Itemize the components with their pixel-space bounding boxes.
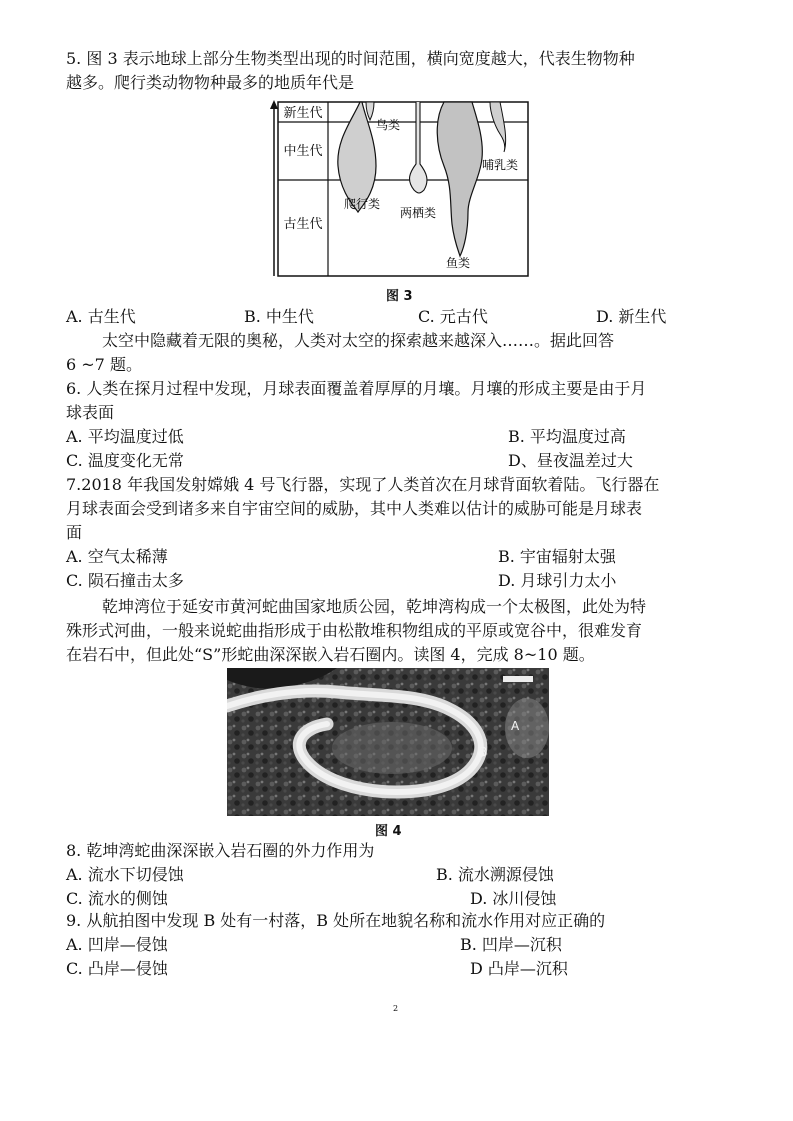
label-reptiles: 爬行类	[343, 197, 381, 211]
era-label-paleozoic: 古生代	[283, 217, 323, 232]
q6-option-c[interactable]: C. 温度变化无常	[66, 451, 184, 470]
q9-option-a[interactable]: A. 凹岸—侵蚀	[66, 935, 168, 954]
figure-4-caption: 图 4	[375, 824, 402, 839]
figure-4-aerial-photo	[227, 668, 549, 816]
figure-3-diagram	[268, 100, 530, 278]
q7-option-a[interactable]: A. 空气太稀薄	[66, 547, 168, 566]
intro-6-7-line1: 太空中隐藏着无限的奥秘，人类对太空的探索越来越深入……。据此回答	[102, 331, 615, 350]
q5-option-c[interactable]: C. 元古代	[418, 307, 488, 326]
q7-stem-line1: 7.2018 年我国发射嫦娥 4 号飞行器，实现了人类首次在月球背面软着陆。飞行器在	[66, 475, 660, 494]
intro-8-10-line1: 乾坤湾位于延安市黄河蛇曲国家地质公园，乾坤湾构成一个太极图，此处为特	[102, 597, 647, 616]
figure-3-caption: 图 3	[386, 289, 413, 304]
q5-option-b[interactable]: B. 中生代	[244, 307, 314, 326]
q8-option-b[interactable]: B. 流水溯源侵蚀	[436, 865, 554, 884]
q6-option-d[interactable]: D、昼夜温差过大	[508, 451, 633, 470]
q7-stem-line3: 面	[66, 523, 83, 542]
bird-range-shape	[366, 102, 374, 120]
era-label-mesozoic: 中生代	[283, 144, 323, 159]
q5-option-d[interactable]: D. 新生代	[596, 307, 667, 326]
label-birds: 鸟类	[375, 118, 401, 132]
era-label-cenozoic: 新生代	[283, 106, 323, 121]
q5-option-a[interactable]: A. 古生代	[66, 307, 136, 326]
label-fish: 鱼类	[445, 256, 471, 270]
fish-range-shape	[437, 102, 482, 256]
q7-stem-line2: 月球表面会受到诸多来自宇宙空间的威胁，其中人类难以估计的威胁可能是月球表	[66, 499, 643, 518]
q9-option-c[interactable]: C. 凸岸—侵蚀	[66, 959, 168, 978]
fig4-label-b: B	[479, 745, 488, 759]
fig4-label-a: A	[511, 719, 520, 733]
amphibian-range-shape	[410, 102, 427, 193]
q8-option-d[interactable]: D. 冰川侵蚀	[470, 889, 557, 908]
q6-option-b[interactable]: B. 平均温度过高	[508, 427, 626, 446]
q5-stem-line2: 越多。爬行类动物物种最多的地质年代是	[66, 73, 355, 92]
mammal-range-shape	[490, 102, 506, 152]
q8-stem-line1: 8. 乾坤湾蛇曲深深嵌入岩石圈的外力作用为	[66, 841, 375, 860]
q8-option-c[interactable]: C. 流水的侧蚀	[66, 889, 168, 908]
label-mammals: 哺乳类	[481, 158, 519, 172]
q7-option-b[interactable]: B. 宇宙辐射太强	[498, 547, 616, 566]
q9-stem-line1: 9. 从航拍图中发现 B 处有一村落，B 处所在地貌名称和流水作用对应正确的	[66, 911, 606, 930]
q5-stem-line1: 5. 图 3 表示地球上部分生物类型出现的时间范围，横向宽度越大，代表生物物种	[66, 49, 635, 68]
q6-stem-line2: 球表面	[66, 403, 115, 422]
q9-option-b[interactable]: B. 凹岸—沉积	[460, 935, 562, 954]
q8-option-a[interactable]: A. 流水下切侵蚀	[66, 865, 184, 884]
q6-option-a[interactable]: A. 平均温度过低	[66, 427, 184, 446]
intro-8-10-line2: 殊形式河曲，一般来说蛇曲指形成于由松散堆积物组成的平原或宽谷中，很难发育	[66, 621, 643, 640]
q7-option-d[interactable]: D. 月球引力太小	[498, 571, 617, 590]
page-number: 2	[393, 1004, 399, 1013]
intro-6-7-line2: 6 ~7 题。	[66, 355, 142, 374]
q6-stem-line1: 6. 人类在探月过程中发现，月球表面覆盖着厚厚的月壤。月壤的形成主要是由于月	[66, 379, 647, 398]
intro-8-10-line3: 在岩石中，但此处“S”形蛇曲深深嵌入岩石圈内。读图 4，完成 8~10 题。	[66, 645, 595, 664]
label-amphibians: 两栖类	[399, 206, 437, 220]
q9-option-d[interactable]: D 凸岸—沉积	[470, 959, 568, 978]
q7-option-c[interactable]: C. 陨石撞击太多	[66, 571, 184, 590]
